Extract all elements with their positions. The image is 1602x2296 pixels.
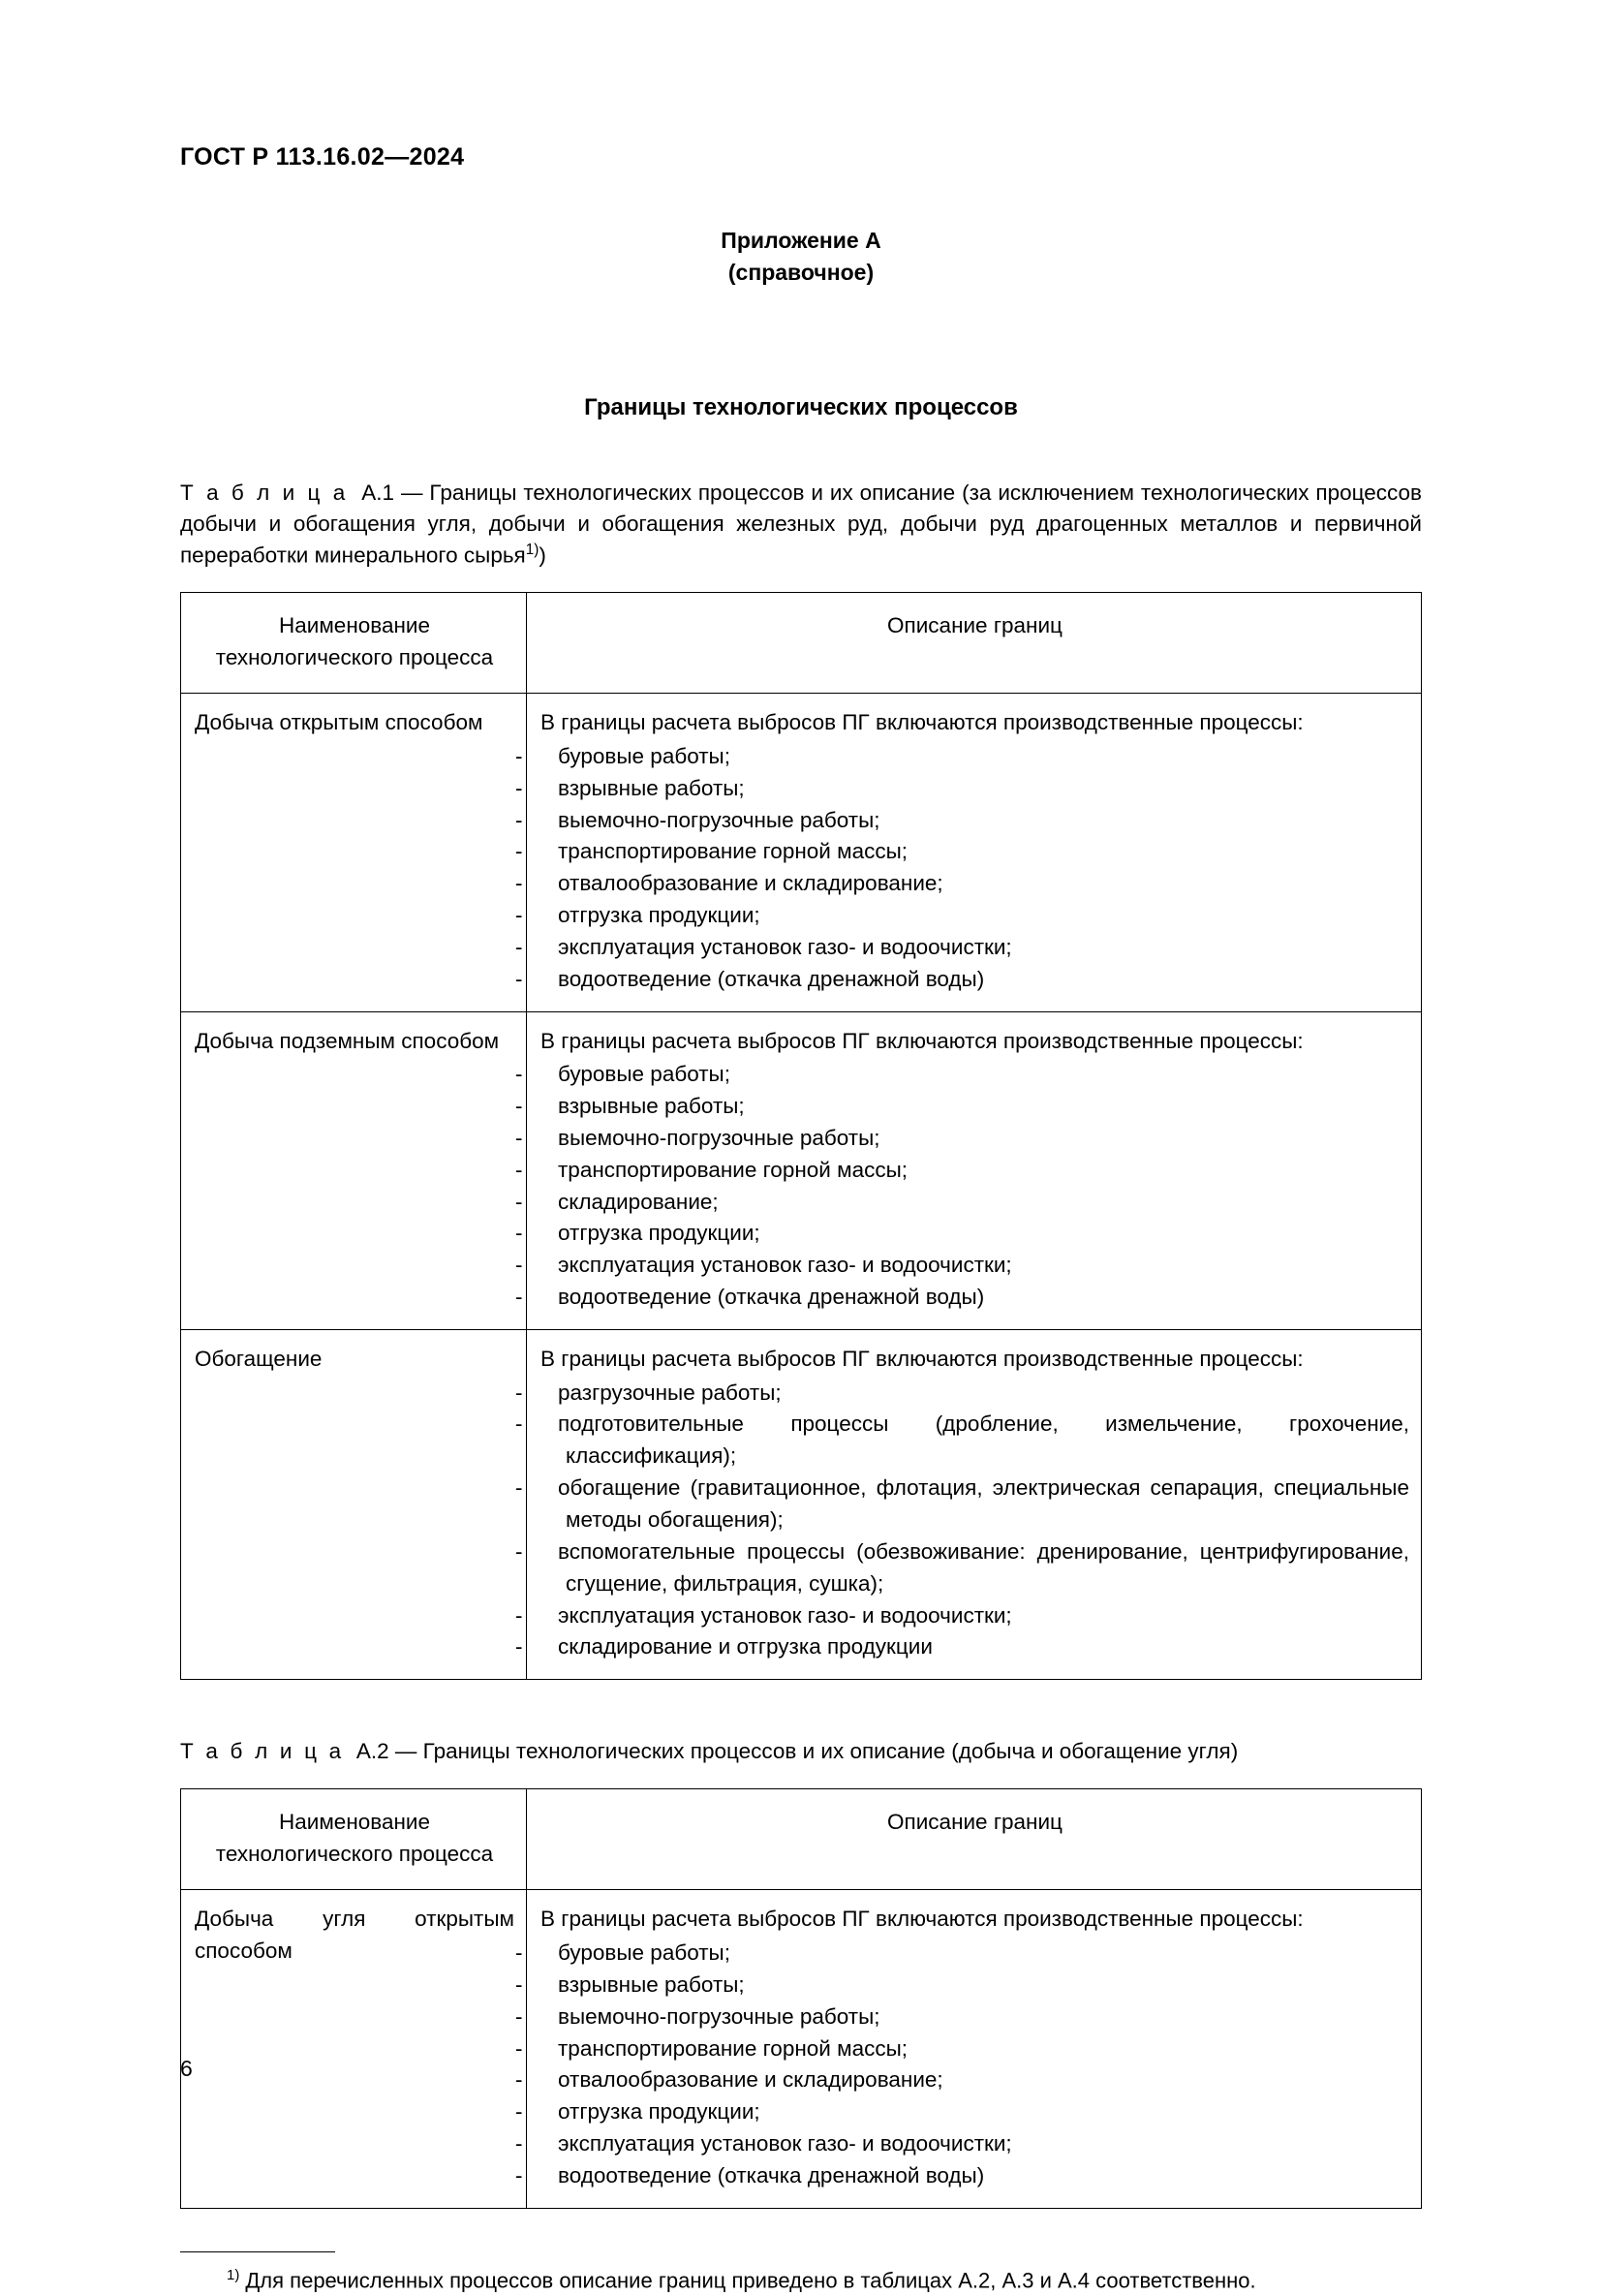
list-item-text: отгрузка продукции; — [558, 2099, 760, 2125]
dash-marker: - — [515, 2162, 523, 2187]
dash-marker: - — [515, 775, 523, 800]
dash-marker: - — [515, 871, 523, 896]
description-list — [515, 1378, 1409, 1664]
cell-description — [515, 1011, 1422, 1329]
list-item-text: взрывные работы; — [558, 1094, 745, 1119]
description-list — [515, 1938, 1409, 2192]
table-a1 — [180, 592, 1422, 1680]
cell-process-name: Обогащение — [181, 1330, 527, 1680]
list-item — [515, 1123, 1409, 1155]
cell-process-name: Добыча подземным способом — [181, 1011, 527, 1329]
list-item-text: обогащение (гравитационное, флотация, электрическая сепарация, специальные методы обогащения); — [558, 1475, 1409, 1532]
list-item-text: буровые работы; — [558, 743, 730, 768]
list-item-text: отвалообразование и складирование; — [558, 2067, 943, 2093]
table-caption-label-a2: Т а б л и ц а — [180, 1739, 345, 1764]
list-item — [515, 1536, 1409, 1600]
dash-marker: - — [515, 743, 523, 768]
dash-marker: - — [515, 839, 523, 864]
dash-marker: - — [515, 1538, 523, 1564]
list-item-text: отгрузка продукции; — [558, 903, 760, 928]
description-list — [515, 1059, 1409, 1314]
list-item-text: взрывные работы; — [558, 1971, 745, 1997]
list-item-text: эксплуатация установок газо- и водоочистки; — [558, 2131, 1012, 2156]
list-item — [515, 1409, 1409, 1473]
list-item-text: отвалообразование и складирование; — [558, 871, 943, 896]
list-item — [515, 836, 1409, 868]
list-item-text: эксплуатация установок газо- и водоочистки; — [558, 934, 1012, 959]
list-item-text: эксплуатация установок газо- и водоочистки; — [558, 1253, 1012, 1278]
list-item — [515, 805, 1409, 837]
dash-marker: - — [515, 807, 523, 832]
list-item — [515, 1250, 1409, 1282]
list-item — [515, 2160, 1409, 2192]
description-intro: В границы расчета выбросов ПГ включаются производственные процессы: — [540, 710, 1304, 735]
dash-marker: - — [515, 2131, 523, 2156]
list-item — [515, 868, 1409, 900]
list-item — [515, 1473, 1409, 1536]
dash-marker: - — [515, 2035, 523, 2061]
table-row — [181, 1890, 1422, 2208]
column-header-process-name: Наименование технологического процесса — [181, 1789, 527, 1890]
cell-process-name: Добыча угля открытым способом — [181, 1890, 527, 2208]
table-caption-a2 — [180, 1736, 1422, 1767]
column-header-process-name: Наименование технологического процесса — [181, 593, 527, 694]
list-item — [515, 773, 1409, 805]
list-item — [515, 741, 1409, 773]
list-item — [515, 1282, 1409, 1314]
list-item-text: выемочно-погрузочные работы; — [558, 1125, 880, 1150]
section-title: Границы технологических процессов — [584, 393, 1018, 420]
cell-description — [515, 1330, 1422, 1680]
table-header-row — [181, 593, 1422, 694]
table-caption-number-a1: А.1 — [361, 480, 395, 505]
table-a2 — [180, 1788, 1422, 2209]
appendix-title: Приложение А — [721, 228, 881, 253]
list-item-text: подготовительные процессы (дробление, измельчение, грохочение, классификация); — [558, 1412, 1409, 1469]
description-intro: В границы расчета выбросов ПГ включаются производственные процессы: — [540, 1347, 1304, 1371]
appendix-heading — [180, 225, 1422, 290]
list-item-text: транспортирование горной массы; — [558, 1157, 908, 1182]
dash-marker: - — [515, 2067, 523, 2093]
dash-marker: - — [515, 1475, 523, 1501]
list-item-text: водоотведение (откачка дренажной воды) — [558, 966, 985, 991]
dash-marker: - — [515, 903, 523, 928]
list-item-text: транспортирование горной массы; — [558, 839, 908, 864]
table-caption-a1 — [180, 478, 1422, 571]
table-caption-label-a1: Т а б л и ц а — [180, 480, 349, 505]
list-item — [515, 2033, 1409, 2065]
dash-marker: - — [515, 1412, 523, 1437]
dash-marker: - — [515, 934, 523, 959]
table-caption-text-a2: — Границы технологических процессов и их описание (добыча и обогащение угля) — [394, 1739, 1239, 1764]
list-item — [515, 2096, 1409, 2128]
footnote-text: Для перечисленных процессов описание границ приведено в таблицах А.2, А.3 и А.4 соответственно. — [239, 2268, 1256, 2293]
description-intro: В границы расчета выбросов ПГ включаются производственные процессы: — [540, 1907, 1304, 1932]
list-item-text: эксплуатация установок газо- и водоочистки; — [558, 1602, 1012, 1628]
column-header-description: Описание границ — [527, 593, 1422, 694]
list-item — [515, 1631, 1409, 1663]
list-item — [515, 1218, 1409, 1250]
table-header-row — [181, 1789, 1422, 1890]
footnote-marker: 1) — [227, 2266, 240, 2283]
dash-marker: - — [515, 2099, 523, 2125]
list-item-text: транспортирование горной массы; — [558, 2035, 908, 2061]
description-list — [515, 741, 1409, 996]
list-item-text: разгрузочные работы; — [558, 1380, 782, 1405]
footnote-separator — [180, 2251, 335, 2252]
list-item — [515, 2128, 1409, 2160]
dash-marker: - — [515, 1125, 523, 1150]
dash-marker: - — [515, 1157, 523, 1182]
list-item-text: взрывные работы; — [558, 775, 745, 800]
list-item-text: отгрузка продукции; — [558, 1221, 760, 1246]
dash-marker: - — [515, 2003, 523, 2029]
appendix-subtitle: (справочное) — [727, 260, 875, 286]
list-item — [515, 1600, 1409, 1632]
page-content — [180, 215, 1422, 2296]
cell-description — [515, 1890, 1422, 2208]
footnote — [180, 2266, 1422, 2296]
table-caption-number-a2: А.2 — [355, 1739, 389, 1764]
dash-marker: - — [515, 1602, 523, 1628]
dash-marker: - — [515, 1634, 523, 1660]
dash-marker: - — [515, 1062, 523, 1087]
page-header-standard-number: ГОСТ Р 113.16.02—2024 — [180, 143, 465, 171]
dash-marker: - — [515, 1380, 523, 1405]
table-caption-text-a1: — Границы технологических процессов и их описание (за исключением технологических процессов добычи и обогащения угля, добычи и обогащения железных руд, добычи руд драгоценных металлов и первичной переработки минерального сырья — [180, 480, 1422, 568]
list-item — [515, 1970, 1409, 2001]
table-row — [181, 1330, 1422, 1680]
dash-marker: - — [515, 1094, 523, 1119]
dash-marker: - — [515, 1221, 523, 1246]
list-item-text: буровые работы; — [558, 1062, 730, 1087]
list-item — [515, 1378, 1409, 1410]
list-item-text: складирование; — [558, 1189, 719, 1214]
list-item-text: водоотведение (откачка дренажной воды) — [558, 1285, 985, 1310]
dash-marker: - — [515, 1189, 523, 1214]
dash-marker: - — [515, 1285, 523, 1310]
table-caption-tail-a1: ) — [539, 543, 546, 568]
table-row — [181, 1011, 1422, 1329]
description-intro: В границы расчета выбросов ПГ включаются производственные процессы: — [540, 1028, 1304, 1053]
list-item-text: выемочно-погрузочные работы; — [558, 2003, 880, 2029]
column-header-description: Описание границ — [527, 1789, 1422, 1890]
list-item — [515, 900, 1409, 932]
list-item-text: водоотведение (откачка дренажной воды) — [558, 2162, 985, 2187]
list-item — [515, 1059, 1409, 1091]
list-item-text: складирование и отгрузка продукции — [558, 1634, 933, 1660]
dash-marker: - — [515, 1940, 523, 1966]
table-caption-footnote-marker-a1: 1) — [525, 541, 539, 558]
list-item — [515, 1091, 1409, 1123]
table-row — [181, 694, 1422, 1011]
list-item — [515, 932, 1409, 964]
dash-marker: - — [515, 1971, 523, 1997]
list-item-text: буровые работы; — [558, 1940, 730, 1966]
list-item — [515, 964, 1409, 996]
list-item-text: вспомогательные процессы (обезвоживание: дренирование, центрифугирование, сгущение, фильтрация, сушка); — [558, 1538, 1409, 1596]
dash-marker: - — [515, 966, 523, 991]
cell-process-name: Добыча открытым способом — [181, 694, 527, 1011]
list-item — [515, 1155, 1409, 1187]
list-item — [515, 1938, 1409, 1970]
dash-marker: - — [515, 1253, 523, 1278]
cell-description — [515, 694, 1422, 1011]
list-item-text: выемочно-погрузочные работы; — [558, 807, 880, 832]
list-item — [515, 1187, 1409, 1219]
page-number: 6 — [180, 2056, 193, 2081]
list-item — [515, 2064, 1409, 2096]
list-item — [515, 2001, 1409, 2033]
